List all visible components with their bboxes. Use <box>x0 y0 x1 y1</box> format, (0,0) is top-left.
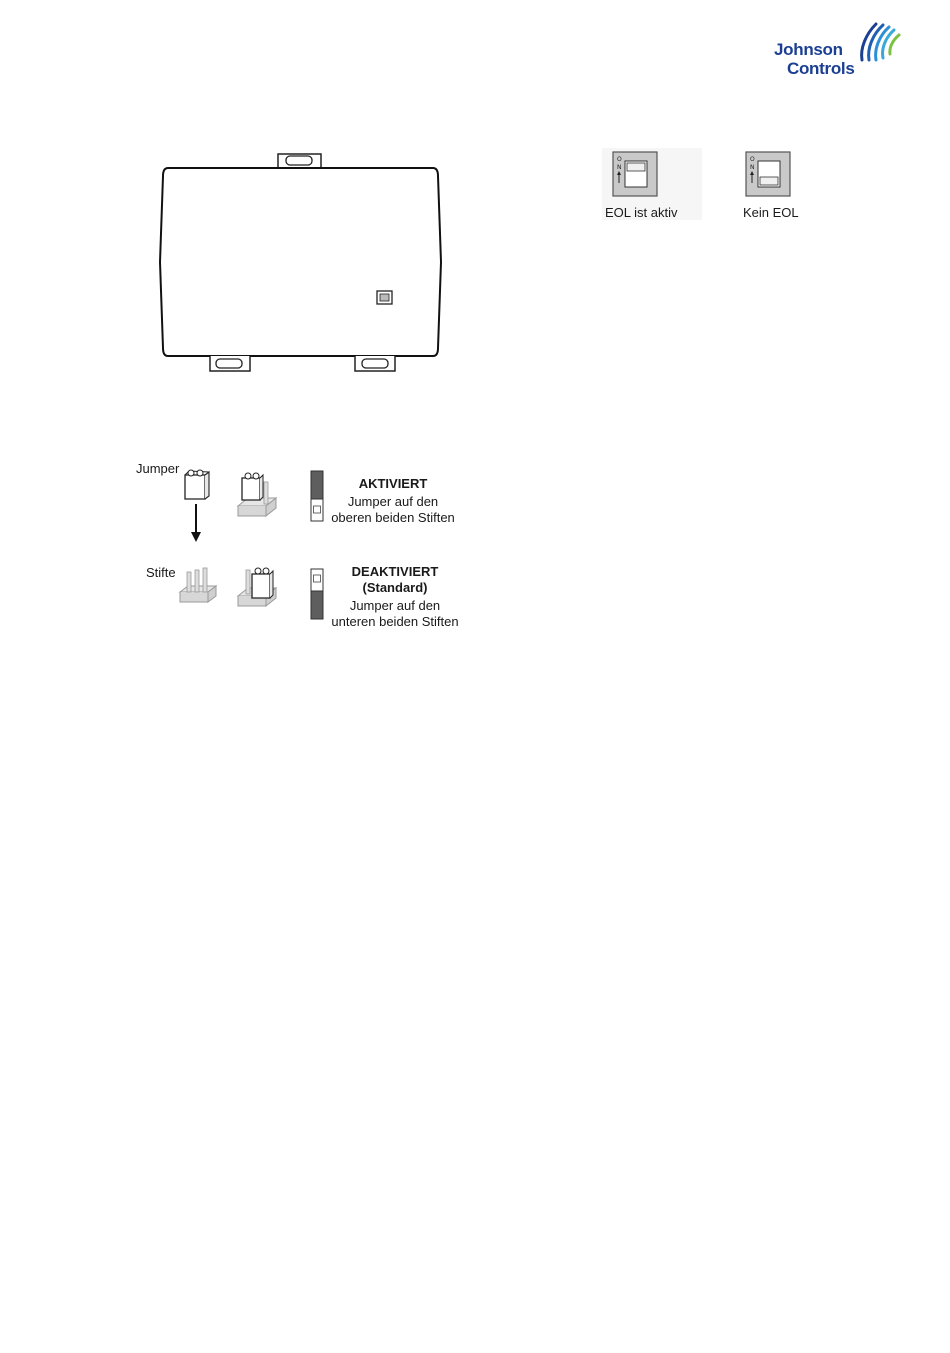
dip-switch-off-icon <box>745 151 791 197</box>
jumper-label: Jumper <box>136 461 180 476</box>
logo-text-line1: Johnson <box>774 40 843 59</box>
svg-text:O: O <box>750 156 755 163</box>
jumper-disabled-description <box>322 564 468 629</box>
company-logo <box>770 18 905 80</box>
jumper-enabled-line2: oberen beiden Stiften <box>331 510 455 525</box>
eol-inactive-switch-figure <box>738 148 808 220</box>
jumper-disabled-line2: unteren beiden Stiften <box>331 614 459 629</box>
pins-icon <box>178 566 218 608</box>
jumper-disabled-title: DEAKTIVIERT <box>351 564 439 579</box>
jumper-enabled-line1: Jumper auf den <box>347 494 439 509</box>
eol-active-label: EOL ist aktiv <box>605 205 678 220</box>
jumper-installed-bottom-icon <box>236 562 278 610</box>
logo-swoosh-icon <box>858 20 902 66</box>
svg-text:N: N <box>617 164 622 171</box>
eol-active-switch-figure <box>602 148 702 220</box>
jumper-disabled-line1: Jumper auf den <box>349 598 441 613</box>
dip-switch-on-icon <box>612 151 658 197</box>
arrow-down-icon <box>189 504 203 544</box>
eol-inactive-label: Kein EOL <box>743 205 799 220</box>
jumper-cap-icon <box>182 465 212 501</box>
device-housing-diagram <box>158 150 448 375</box>
pins-label: Stifte <box>146 565 176 580</box>
svg-text:O: O <box>617 156 622 163</box>
jumper-installed-top-icon <box>236 468 278 520</box>
jumper-enabled-title: AKTIVIERT <box>358 476 428 491</box>
jumper-enabled-description <box>320 476 466 525</box>
jumper-disabled-subtitle: (Standard) <box>362 580 428 595</box>
svg-text:N: N <box>750 164 755 171</box>
logo-text-line2: Controls <box>787 59 855 78</box>
